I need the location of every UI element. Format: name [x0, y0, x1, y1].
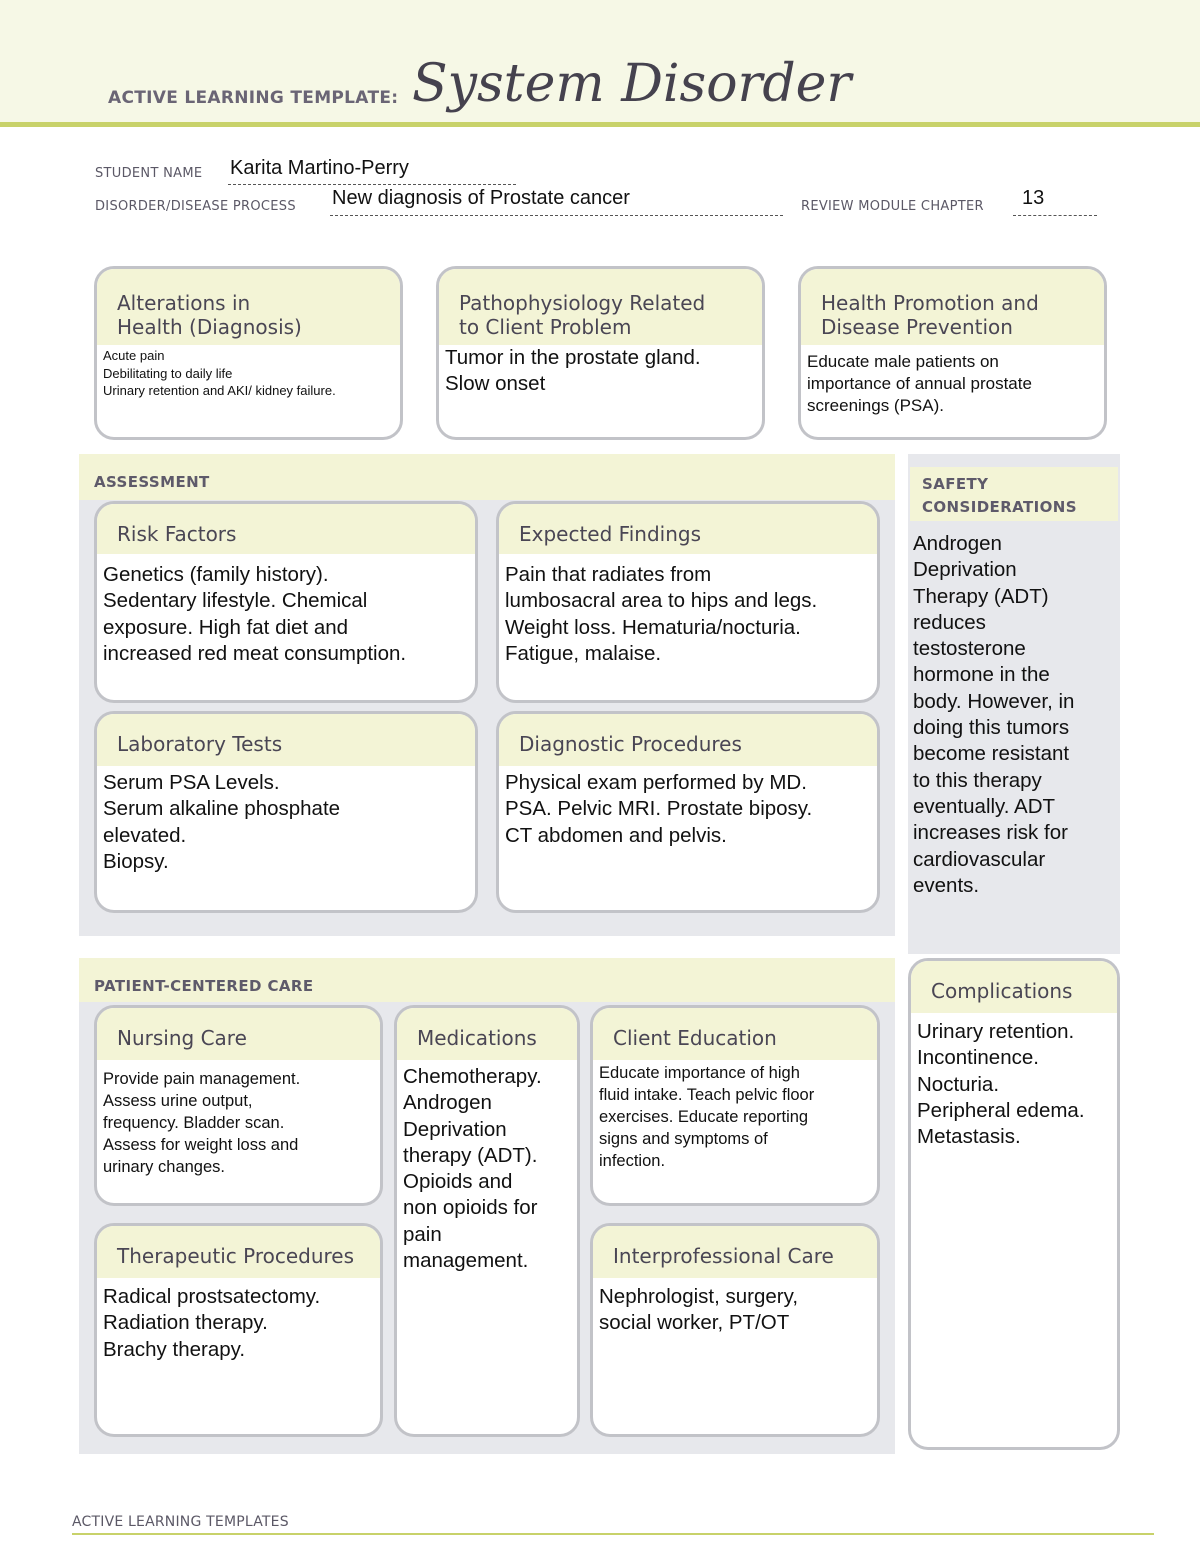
laboratory-tests-box	[94, 711, 478, 913]
chapter-field[interactable]: 13	[1022, 187, 1045, 209]
risk-factors-box	[94, 501, 478, 703]
therapeutic-procedures-content[interactable]: Radical prostsatectomy. Radiation therapy. Brachy therapy.	[103, 1285, 321, 1361]
expected-findings-title: Expected Findings	[499, 504, 877, 554]
client-education-box	[590, 1005, 880, 1206]
laboratory-tests-title: Laboratory Tests	[97, 714, 475, 766]
complications-content[interactable]: Urinary retention. Incontinence. Nocturia. Peripheral edema. Metastasis.	[917, 1020, 1085, 1149]
pathophysiology-content[interactable]: Tumor in the prostate gland. Slow onset	[445, 346, 701, 396]
interprofessional-care-content[interactable]: Nephrologist, surgery, social worker, PT/OT	[599, 1285, 799, 1335]
medications-title: Medications	[397, 1008, 577, 1060]
nursing-care-title: Nursing Care	[97, 1008, 380, 1060]
disorder-label: DISORDER/DISEASE PROCESS	[95, 199, 296, 214]
medications-content[interactable]: Chemotherapy. Androgen Deprivation therapy (ADT). Opioids and non opioids for pain management.	[403, 1065, 542, 1273]
disorder-line	[330, 215, 783, 216]
interprofessional-care-title: Interprofessional Care	[593, 1226, 877, 1278]
alterations-title: Alterations in Health (Diagnosis)	[97, 269, 400, 345]
health-promotion-content[interactable]: Educate male patients on importance of annual prostate screenings (PSA).	[807, 352, 1032, 415]
health-promotion-title: Health Promotion and Disease Prevention	[801, 269, 1104, 345]
student-name-label: STUDENT NAME	[95, 166, 203, 181]
diagnostic-procedures-title: Diagnostic Procedures	[499, 714, 877, 766]
pathophysiology-box	[436, 266, 765, 440]
health-promotion-box	[798, 266, 1107, 440]
safety-heading: SAFETY CONSIDERATIONS	[910, 467, 1118, 521]
expected-findings-content[interactable]: Pain that radiates from lumbosacral area to hips and legs. Weight loss. Hematuria/nocturia. Fatigue, malaise.	[505, 563, 818, 665]
medications-box	[394, 1005, 580, 1437]
student-name-line	[228, 184, 516, 185]
complications-title: Complications	[911, 961, 1117, 1013]
therapeutic-procedures-title: Therapeutic Procedures	[97, 1226, 380, 1278]
pathophysiology-title: Pathophysiology Related to Client Problem	[439, 269, 762, 345]
student-name-field[interactable]: Karita Martino-Perry	[230, 157, 409, 179]
risk-factors-content[interactable]: Genetics (family history). Sedentary lifestyle. Chemical exposure. High fat diet and increased red meat consumption.	[103, 563, 407, 665]
footer-text: ACTIVE LEARNING TEMPLATES	[72, 1514, 289, 1530]
interprofessional-care-box	[590, 1223, 880, 1437]
disorder-field[interactable]: New diagnosis of Prostate cancer	[332, 187, 630, 209]
template-label: ACTIVE LEARNING TEMPLATE:	[108, 88, 399, 108]
diagnostic-procedures-box	[496, 711, 880, 913]
client-education-title: Client Education	[593, 1008, 877, 1060]
nursing-care-content[interactable]: Provide pain management. Assess urine output, frequency. Bladder scan. Assess for weight loss and urinary changes.	[103, 1070, 301, 1176]
complications-box	[908, 958, 1120, 1450]
chapter-line	[1013, 215, 1097, 216]
alterations-box	[94, 266, 403, 440]
therapeutic-procedures-box	[94, 1223, 383, 1437]
assessment-heading: ASSESSMENT	[94, 473, 210, 491]
template-title: System Disorder	[412, 54, 852, 114]
nursing-care-box	[94, 1005, 383, 1206]
expected-findings-box	[496, 501, 880, 703]
laboratory-tests-content[interactable]: Serum PSA Levels. Serum alkaline phosphate elevated. Biopsy.	[103, 771, 341, 873]
header-rule	[0, 122, 1200, 127]
safety-content[interactable]: Androgen Deprivation Therapy (ADT) reduces testosterone hormone in the body. However, in doing this tumors become resistant to this therapy eventually. ADT increases risk for cardiovascular events.	[913, 532, 1075, 897]
patient-care-heading: PATIENT-CENTERED CARE	[94, 977, 314, 995]
alterations-content[interactable]: Acute pain Debilitating to daily life Urinary retention and AKI/ kidney failure.	[103, 348, 336, 398]
diagnostic-procedures-content[interactable]: Physical exam performed by MD. PSA. Pelvic MRI. Prostate biposy. CT abdomen and pelvis.	[505, 771, 813, 847]
chapter-label: REVIEW MODULE CHAPTER	[801, 199, 984, 214]
client-education-content[interactable]: Educate importance of high fluid intake. Teach pelvic floor exercises. Educate reporting signs and symptoms of infection.	[599, 1064, 815, 1170]
risk-factors-title: Risk Factors	[97, 504, 475, 554]
footer-rule	[72, 1533, 1154, 1535]
